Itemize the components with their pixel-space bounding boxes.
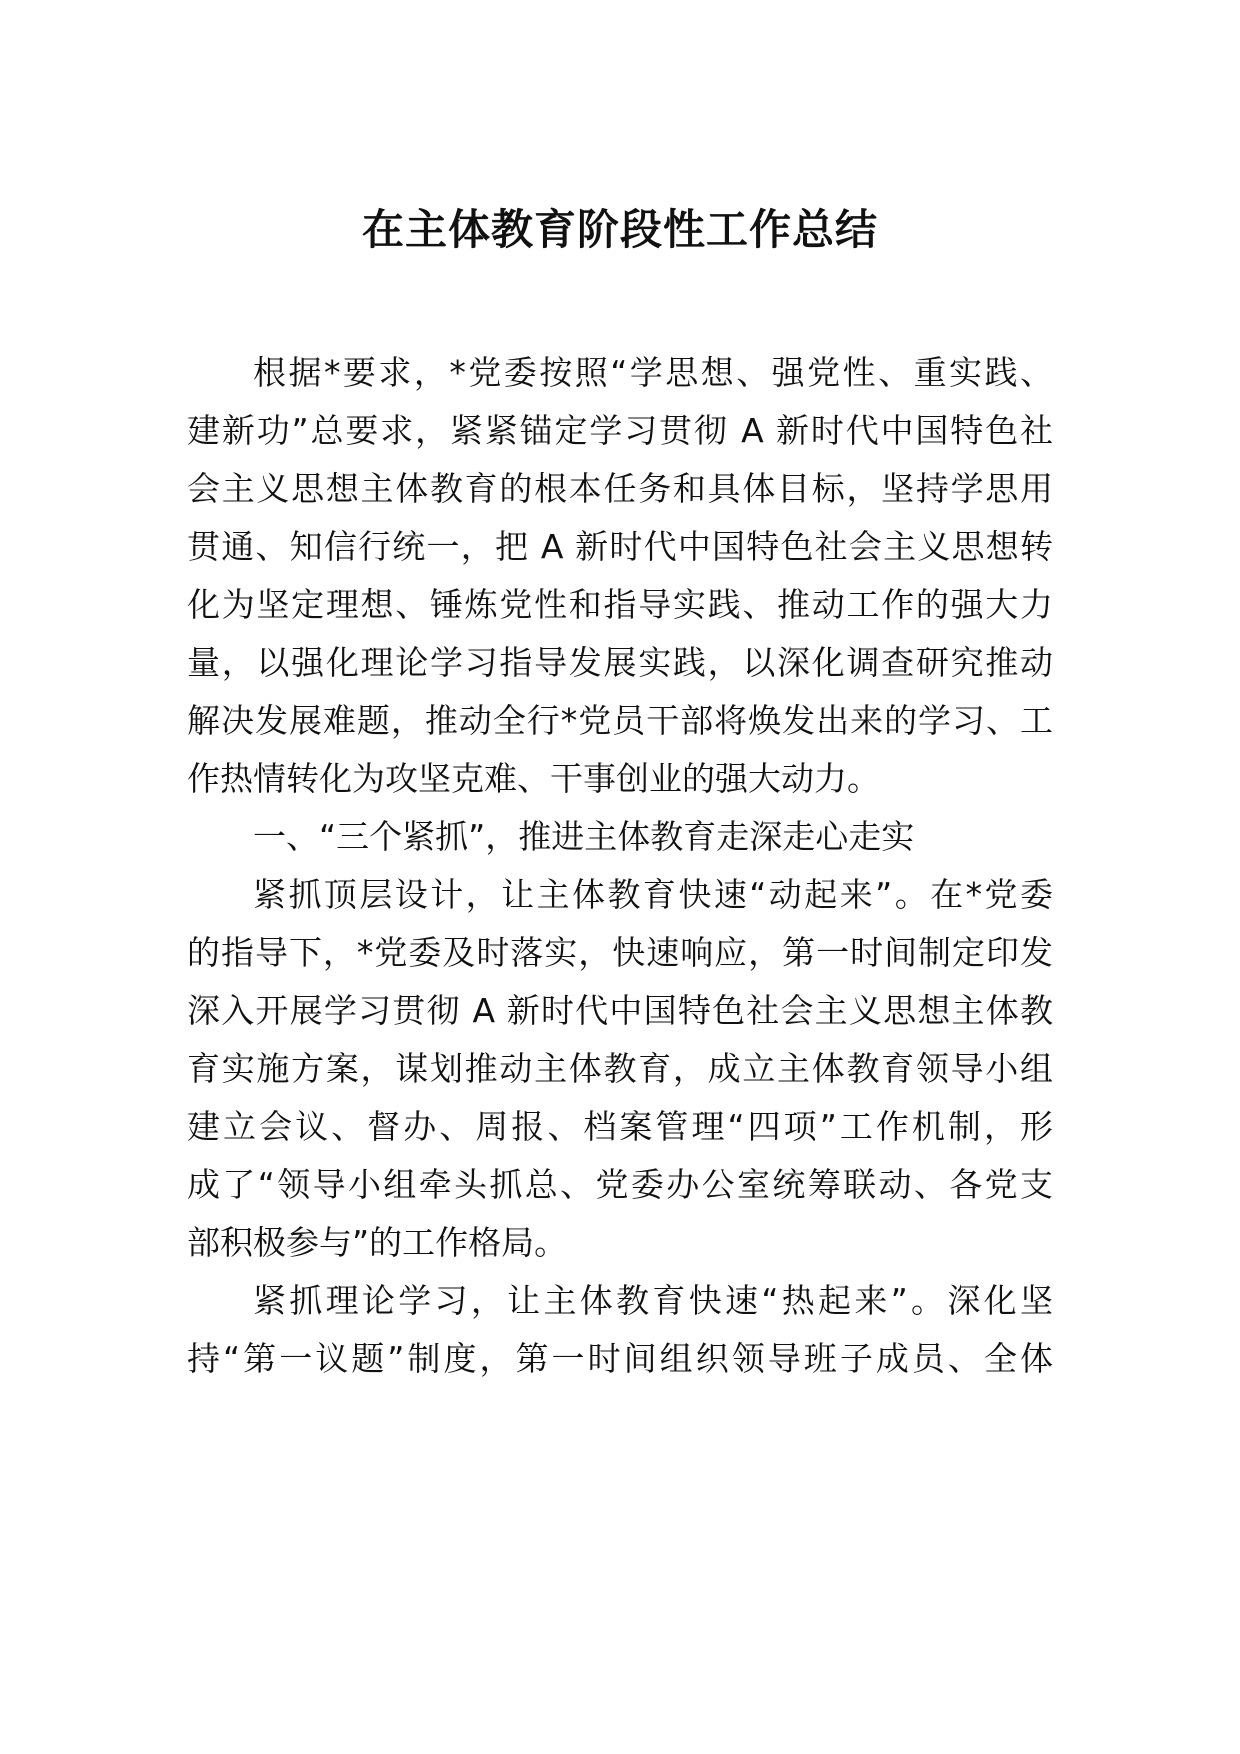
paragraph-line: 作热情转化为攻坚克难、干事创业的强大动力。 (187, 759, 880, 798)
paragraph-line: 化为坚定理想、锤炼党性和指导实践、推动工作的强大力 (187, 585, 1053, 624)
document-title: 在主体教育阶段性工作总结 (361, 205, 878, 254)
paragraph-line: 持“第一议题”制度，第一时间组织领导班子成员、全体 (187, 1339, 1053, 1378)
paragraph-line: 的指导下，*党委及时落实，快速响应，第一时间制定印发 (187, 933, 1053, 972)
paragraph-line: 紧抓顶层设计，让主体教育快速“动起来”。在*党委 (253, 875, 1053, 914)
paragraph-line: 根据*要求，*党委按照“学思想、强党性、重实践、 (253, 353, 1053, 392)
paragraph-line: 量，以强化理论学习指导发展实践，以深化调查研究推动 (187, 643, 1053, 682)
paragraph-line: 解决发展难题，推动全行*党员干部将焕发出来的学习、工 (187, 701, 1053, 740)
paragraph-line: 育实施方案，谋划推动主体教育，成立主体教育领导小组 (187, 1049, 1053, 1088)
paragraph-line: 成了“领导小组牵头抓总、党委办公室统筹联动、各党支 (187, 1165, 1053, 1204)
paragraph-line: 建新功”总要求，紧紧锚定学习贯彻 A 新时代中国特色社 (187, 411, 1053, 450)
paragraph-line: 紧抓理论学习，让主体教育快速“热起来”。深化坚 (253, 1281, 1053, 1320)
paragraph-line: 建立会议、督办、周报、档案管理“四项”工作机制，形 (187, 1107, 1053, 1146)
section-heading: 一、“三个紧抓”，推进主体教育走深走心走实 (253, 817, 915, 856)
paragraph-line: 贯通、知信行统一，把 A 新时代中国特色社会主义思想转 (187, 527, 1053, 566)
paragraph-line: 会主义思想主体教育的根本任务和具体目标，坚持学思用 (187, 469, 1053, 508)
paragraph-line: 深入开展学习贯彻 A 新时代中国特色社会主义思想主体教 (187, 991, 1053, 1030)
paragraph-line: 部积极参与”的工作格局。 (187, 1223, 568, 1262)
